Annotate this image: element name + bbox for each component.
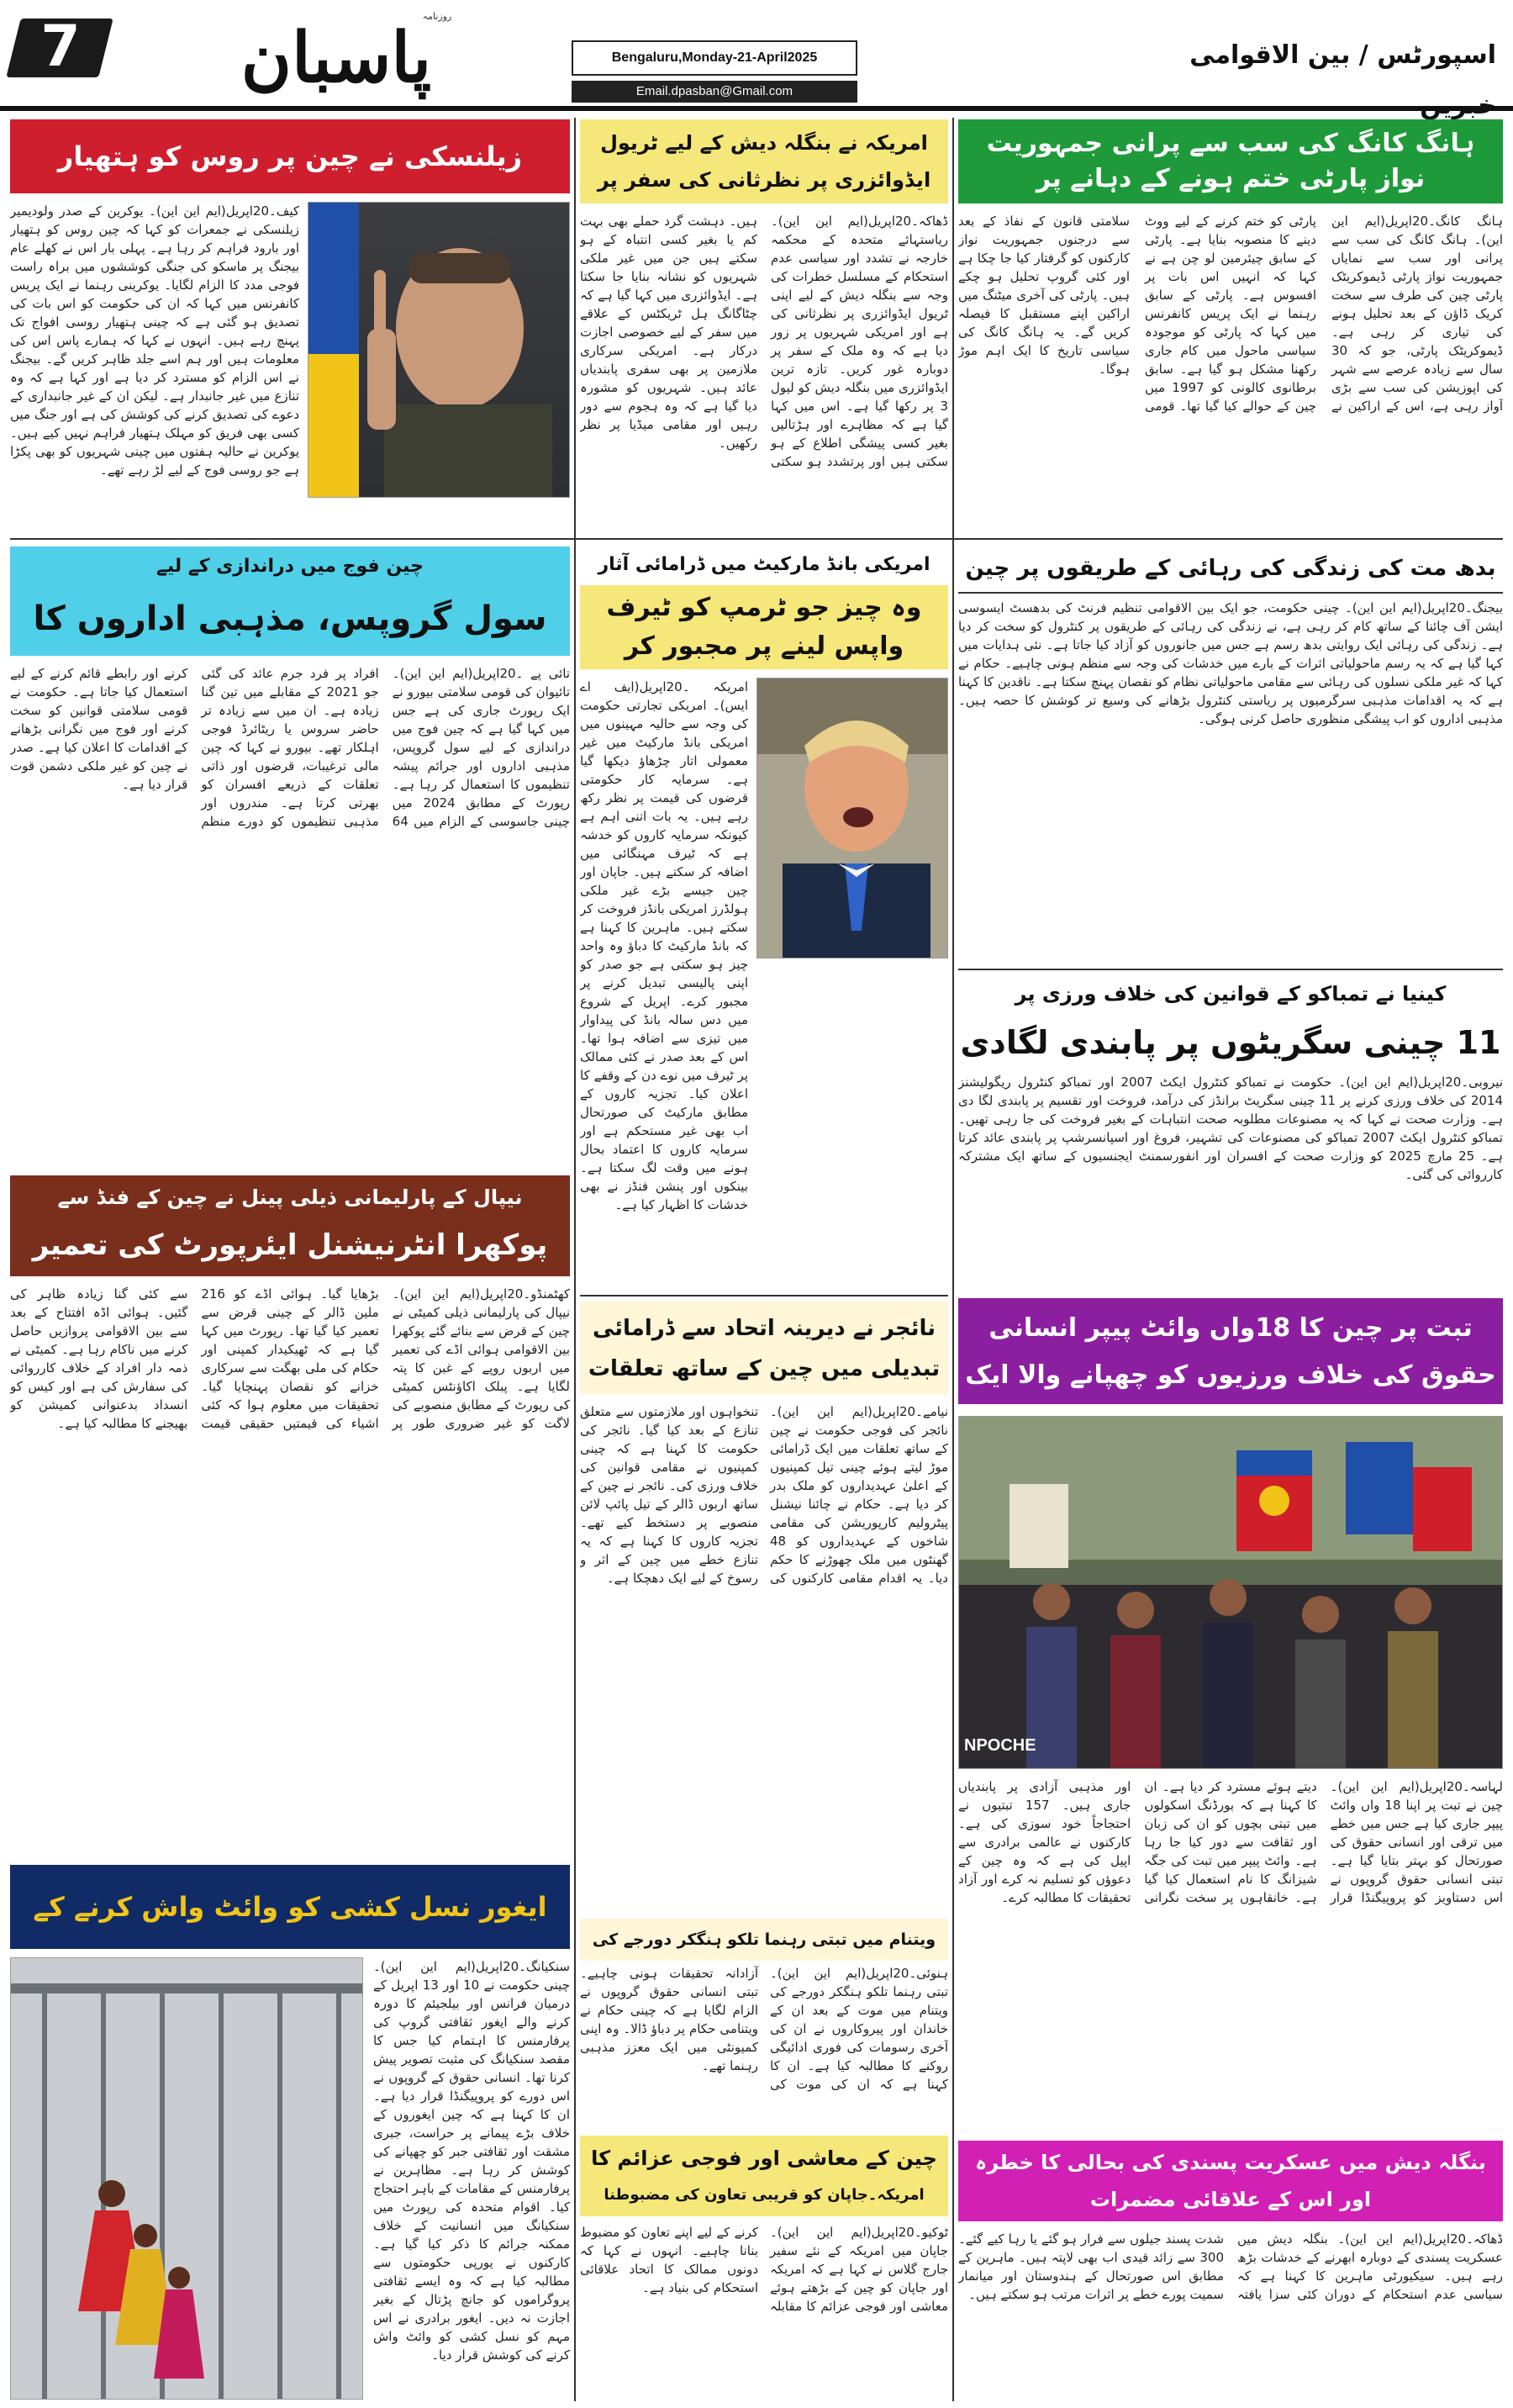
china-army-kicker: چین فوج میں دراندازی کے لیے <box>156 556 424 577</box>
china-army-headline: سول گروپس، مذہبی اداروں کا <box>33 599 547 638</box>
japan-kicker: امریکہ۔جاپان کو قریبی تعاون کی مضبوطنا <box>604 2186 925 2204</box>
kenya-top-rule <box>958 969 1503 970</box>
bond-market-body: امریکہ ۔20اپریل(ایف اے ایس)۔ امریکی تجارتی حکومت کی وجہ سے حالیہ مہینوں میں امریکی بانڈ مارکیٹ میں غیر معمولی اتار چڑھاؤ دیکھا گیا ہے۔ سرمایہ کار حکومتی قرضوں کی قیمت پر نظر رکھ رہے ہیں۔ یہ بات اتنی اہم ہے کیونکہ سرمایہ کاروں کو خدشہ ہے کہ ٹیرف مہنگائی میں اضافہ کر سکتے ہیں۔ جاپان اور چین جیسے بڑے غیر ملکی ہولڈرز امریکی بانڈز فروخت کر سکتے ہیں۔ ماہرین کا کہنا ہے کہ بانڈ مارکیٹ کا دباؤ وہ واحد چیز ہو سکتی ہے جو صدر کو اپنی پالیسی تبدیل کرنے پر مجبور کرے۔ اپریل کے شروع میں دس سالہ بانڈ کی پیداوار میں تیزی سے اضافہ ہوا تھا۔ اس کے بعد صدر نے کئی ممالک پر ٹیرف میں نوے دن کے وقفے کا اعلان کیا۔ تجزیہ کاروں کے مطابق مارکیٹ کی صورتحال اب بھی غیر مستحکم ہے اور سرمایہ کاروں کا اعتماد بحال ہونے میں وقت لگ سکتا ہے۔ بینکوں اور پنشن فنڈز نے بھی خدشات کا اظہار کیا ہے۔ <box>580 679 748 1212</box>
header-divider <box>0 106 1513 111</box>
tibet-body: لہاسہ۔20اپریل(ایم این این)۔ چین نے تبت پر اپنا 18 واں وائٹ پیپر جاری کیا ہے جس میں خطے میں ترقی اور انسانی حقوق کی صورتحال کو بہتر بتایا گیا ہے۔ تبتی انسانی حقوق گروپوں نے اس دستاویز کو پروپیگنڈا قرار دیتے ہوئے مسترد کر دیا ہے۔ ان کا کہنا ہے کہ بورڈنگ اسکولوں میں تبتی بچوں کو ان کی زبان اور ثقافت سے دور کیا جا رہا ہے۔ وائٹ پیپر میں تبت کی جگہ شیزانگ کا نام استعمال کیا گیا ہے۔ خانقاہوں پر سخت نگرانی اور مذہبی آزادی پر پابندیاں جاری ہیں۔ 157 تبتیوں نے احتجاجاً خود سوزی کی ہے۔ کارکنوں نے عالمی برادری سے اپیل کی ہے کہ وہ چین کے دعوؤں کو تسلیم نہ کرے اور آزاد تحقیقات کا مطالبہ کرے۔ <box>958 1779 1503 1905</box>
nepal-body: کھٹمنڈو۔20اپریل(ایم این این)۔ نیپال کی پارلیمانی ذیلی کمیٹی نے چین کے قرض سے بنائے گئے پوکھرا بین الاقوامی ہوائی اڈے کی تعمیر میں اربوں روپے کے غبن کا پتہ لگایا ہے۔ پبلک اکاؤنٹس کمیٹی کی رپورٹ کے مطابق منصوبے کی لاگت کو غیر ضروری طور پر بڑھایا گیا۔ ہوائی اڈے کو 216 ملین ڈالر کے چینی قرض سے تعمیر کیا گیا تھا۔ رپورٹ میں کہا گیا ہے کہ ٹھیکیدار کمپنی اور حکام کی ملی بھگت سے سرکاری خزانے کو نقصان پہنچایا گیا۔ تحقیقات میں معلوم ہوا کہ کئی اشیاء کی قیمتیں حقیقی قیمت سے کئی گنا زیادہ ظاہر کی گئیں۔ ہوائی اڈہ افتتاح کے بعد سے بین الاقوامی پروازیں حاصل کرنے میں ناکام رہا ہے۔ کمیٹی نے ذمہ دار افراد کے خلاف کارروائی کی سفارش کی ہے اور کیس کو انسداد بدعنوانی کمیشن کو بھیجنے کا مطالبہ کیا ہے۔ <box>10 1286 570 1431</box>
column-rule-right <box>952 118 954 2401</box>
buddhism-headline: بدھ مت کی زندگی کی رہائی کے طریقوں پر چین <box>965 556 1496 581</box>
nepal-headline: پوکھرا انٹرنیشنل ایئرپورٹ کی تعمیر <box>32 1228 548 1262</box>
zelensky-body: کیف۔20اپریل(ایم این این)۔ یوکرین کے صدر ولودیمیر زیلنسکی نے جمعرات کو کہا کہ چین روس کو ہتھیار اور بارود فراہم کر رہا ہے۔ پہلی بار اس نے کھلے عام بیجنگ پر ماسکو کی جنگی کوششوں میں براہ راست فوجی مدد کا الزام لگایا۔ یوکرینی رہنما نے ایک پریس کانفرنس میں کہا کہ ان کی حکومت کو اس بات کی تصدیق ہو گئی ہے کہ چینی ہتھیار روسی افواج تک پہنچ رہے ہیں۔ انہوں نے کہا کہ ہمارے پاس اس کی معلومات ہیں اور ہم اسے جلد ظاہر کریں گے۔ بیجنگ نے اس الزام کو مسترد کر دیا ہے اور کہا ہے کہ وہ تنازع میں غیر جانبدار ہے۔ لیکن ان کے غیر جانبداری کے دعوے کی تصدیق کرنے کی کوشش کی ہے اور جنگ میں کسی بھی فریق کو مہلک ہتھیار فراہم نہیں کیے ہیں۔ یوکرین نے حالیہ ہفتوں میں چینی شہریوں کو بھی پکڑا ہے جو روسی فوج کے لیے لڑ رہے تھے۔ <box>10 203 299 478</box>
page-header <box>0 0 1513 105</box>
tibet-photo-art <box>959 1417 1503 1769</box>
nepal-kicker: نیپال کے پارلیمانی ذیلی پینل نے چین کے فنڈ سے <box>57 1186 523 1209</box>
bond-market-headline: وہ چیز جو ٹرمپ کو ٹیرف واپس لینے پر مجبور کر <box>606 593 922 661</box>
trump-photo <box>756 678 948 958</box>
hongkong-body: ہانگ کانگ۔20اپریل(ایم این این)۔ ہانگ کانگ کی سب سے پرانی اور سب سے نمایاں جمہوریت نواز پارٹی ڈیموکریٹک پارٹی چین کی طرف سے سخت کریک ڈاؤن کے بعد تحلیل ہونے کی تیاری کر رہی ہے۔ ڈیموکریٹک پارٹی، جو کہ 30 سال سے زیادہ عرصے سے شہر کی اپوزیشن کی سب سے بڑی آواز رہی ہے، اس کے اراکین نے پارٹی کو ختم کرنے کے لیے ووٹ دینے کا منصوبہ بنایا ہے۔ پارٹی کے سابق چیئرمین لو چن ہے نے کہا کہ انہیں اس بات پر افسوس ہے۔ پارٹی کے سابق رہنما نے ایک پریس کانفرنس میں کہا کہ پارٹی کو موجودہ سیاسی ماحول میں کام جاری رکھنا مشکل ہو گیا ہے۔ سابق برطانوی کالونی کو 1997 میں چین کے حوالے کیا گیا تھا۔ قومی سلامتی قانون کے نفاذ کے بعد سے درجنوں جمہوریت نواز کارکنوں کو گرفتار کیا جا چکا ہے اور کئی گروپ تحلیل ہو چکے ہیں۔ پارٹی کی آخری میٹنگ میں اراکین اپنے مستقبل کا فیصلہ کریں گے۔ یہ ہانگ کانگ کی سیاسی تاریخ کا ایک اہم موڑ ہوگا۔ <box>958 214 1503 414</box>
uyghur-photo-art <box>11 1958 363 2400</box>
tibet-headline: تبت پر چین کا 18واں وائٹ پیپر انسانی حقوق کی خلاف ورزیوں کو چھپانے والا ایک <box>965 1313 1496 1390</box>
tibet-photo <box>958 1416 1503 1769</box>
kenya-kicker: کینیا نے تمباکو کے قوانین کی خلاف ورزی پر <box>1015 982 1447 1006</box>
page-number: 7 <box>40 13 81 80</box>
email[interactable]: Email.dpasban@Gmail.com <box>635 84 793 98</box>
dateline: Bengaluru,Monday-21-April2025 <box>611 50 818 65</box>
vietnam-body: ہنوئی۔20اپریل(ایم این این)۔ تبتی رہنما تلکو ہنگکر دورجے کی ویتنام میں موت کے بعد ان کے خاندان اور پیروکاروں نے ان کی آخری رسومات کی فوری ادائیگی روکنے کا مطالبہ کیا ہے۔ ان کا کہنا ہے کہ ان کی موت کی آزادانہ تحقیقات ہونی چاہیے۔ تبتی انسانی حقوق گروپوں نے الزام لگایا ہے کہ چینی حکام نے ویتنامی حکام پر دباؤ ڈالا۔ وہ اپنی کمیونٹی میں ایک معزز مذہبی رہنما تھے۔ <box>580 1966 948 2092</box>
trump-photo-art <box>757 679 948 958</box>
uyghur-photo <box>10 1957 363 2400</box>
bangladesh-military-headline: بنگلہ دیش میں عسکریت پسندی کی بحالی کا خطرہ اور اس کے علاقائی مضمرات <box>975 2151 1486 2211</box>
zelensky-headline: زیلنسکی نے چین پر روس کو ہتھیار <box>57 140 523 172</box>
zelensky-photo-art <box>308 203 570 498</box>
kenya-body: نیروبی۔20اپریل(ایم این این)۔ حکومت نے تمباکو کنٹرول ایکٹ 2007 اور تمباکو کنٹرول ریگولیشنز 2014 کی خلاف ورزی کرنے پر 11 چینی سگریٹ برانڈز کی درآمد، فروخت اور تقسیم پر پابندی لگا دی ہے۔ وزارت صحت نے کہا کہ یہ مصنوعات مطلوبہ صحت انتباہات کے بغیر فروخت کی جا رہی تھیں۔ تمباکو کنٹرول ایکٹ 2007 تمباکو کی مصنوعات کی تشہیر، فروغ اور اسپانسرشپ پر پابندی عائد کرتا ہے۔ 25 مارچ 2025 کو وزارت صحت کے افسران اور انفورسمنٹ ایجنسیوں کے ساتھ ایک مشترکہ کارروائی کی گئی۔ <box>958 1075 1503 1182</box>
uyghur-body: سنکیانگ۔20اپریل(ایم این این)۔ چینی حکومت نے 10 اور 13 اپریل کے درمیان فرانس اور بیلجیئم کا دورہ کرنے والے ایغور ثقافتی گروپ کی پرفارمنس کا اہتمام کیا جس کا مقصد سنکیانگ کی مثبت تصویر پیش کرنا تھا۔ انسانی حقوق کے گروپوں نے اس دورے کو پروپیگنڈا قرار دیا ہے۔ ان کا کہنا ہے کہ چین ایغوروں کے خلاف بڑے پیمانے پر حراست، جبری مشقت اور ثقافتی جبر کو چھپانے کی کوشش کر رہا ہے۔ مظاہرین نے پرفارمنس کے مقامات کے باہر احتجاج کیا۔ اقوام متحدہ کی رپورٹ میں سنکیانگ میں انسانیت کے خلاف ممکنہ جرائم کا ذکر کیا گیا ہے۔ کارکنوں نے یورپی حکومتوں سے مطالبہ کیا ہے کہ وہ ایسے ثقافتی پروگراموں کو جانچ پڑتال کے بغیر اجازت نہ دیں۔ ایغور برادری نے اس مہم کو نسل کشی کو وائٹ واش کرنے کی کوشش قرار دیا۔ <box>373 1959 570 2363</box>
masthead-tagline: روزنامہ <box>422 11 452 22</box>
japan-body: ٹوکیو۔20اپریل(ایم این این)۔ جاپان میں امریکہ کے نئے سفیر جارج گلاس نے کہا ہے کہ امریکہ اور جاپان کو چین کے بڑھتے ہوئے معاشی اور فوجی عزائم کا مقابلہ کرنے کے لیے اپنے تعاون کو مضبوط بنانا چاہیے۔ انہوں نے کہا کہ دونوں ممالک کا اتحاد علاقائی استحکام کی بنیاد ہے۔ <box>580 2225 948 2314</box>
kenya-headline: 11 چینی سگریٹوں پر پابندی لگادی <box>960 1024 1501 1061</box>
masthead-title: پاسبان <box>240 18 432 98</box>
bangladesh-military-body: ڈھاکہ۔20اپریل(ایم این این)۔ بنگلہ دیش میں عسکریت پسندی کے دوبارہ ابھرنے کے خدشات بڑھ رہے ہیں۔ سیکیورٹی ماہرین کا کہنا ہے کہ سیاسی عدم استحکام کے دوران کئی سزا یافتہ شدت پسند جیلوں سے فرار ہو گئے یا رہا کیے گئے۔ 300 سے زائد قیدی اب بھی لاپتہ ہیں۔ ماہرین کے مطابق اس صورتحال کے ہندوستان اور میانمار سمیت پورے خطے پر اثرات مرتب ہو سکتے ہیں۔ <box>958 2231 1503 2302</box>
bangladesh-travel-headline: امریکہ نے بنگلہ دیش کے لیے ٹریول ایڈوائزری پر نظرثانی کی سفر پر <box>597 131 931 192</box>
bangladesh-travel-body: ڈھاکہ۔20اپریل(ایم این این)۔ ریاستہائے متحدہ کے محکمہ خارجہ نے تشدد اور سیاسی عدم استحکام کے مسلسل خطرات کی وجہ سے بنگلہ دیش کے لیے اپنی ٹریول ایڈوائزری پر نظرثانی کی ہے اور امریکی شہریوں پر زور دیا ہے کہ وہ ملک کے سفر پر دوبارہ غور کریں۔ تازہ ترین ایڈوائزری میں بنگلہ دیش کو لیول 3 پر رکھا گیا ہے۔ اس میں کہا گیا ہے کہ مظاہرے اور ہڑتالیں بغیر کسی پیشگی اطلاع کے ہو سکتی ہیں اور پرتشدد ہو سکتی ہیں۔ دہشت گرد حملے بھی بہت کم یا بغیر کسی انتباہ کے ہو سکتے ہیں جن میں غیر ملکی شہریوں کو نشانہ بنایا جا سکتا ہے۔ ایڈوائزری میں کہا گیا ہے کہ چٹاگانگ ہل ٹریکٹس کے علاقے میں سفر کے لیے خصوصی اجازت درکار ہے۔ امریکی سرکاری ملازمین پر بھی سفری پابندیاں عائد ہیں۔ شہریوں کو مشورہ دیا گیا ہے کہ وہ ہجوم سے دور رہیں اور مقامی میڈیا پر نظر رکھیں۔ <box>580 214 948 469</box>
bond-market-kicker: امریکی بانڈ مارکیٹ میں ڈرامائی آثار <box>598 554 930 575</box>
buddhism-body: بیجنگ۔20اپریل(ایم این این)۔ چینی حکومت، جو ایک بین الاقوامی تنظیم فرنٹ کی بدھسٹ ایسوسی ایشن آف چائنا کے ساتھ کام کر رہی ہے، نے زندگی کی رہائی کے طریقوں پر کنٹرول کو سخت کر دیا ہے۔ زندگی کی رہائی ایک روایتی بدھ رسم ہے جس میں جانوروں کو آزاد کیا جاتا ہے۔ نئی ہدایات میں کہا گیا ہے کہ یہ رسم ماحولیاتی اثرات کے بارے میں خدشات کی وجہ سے منظم ہونی چاہیے۔ حکام نے کہا کہ غیر ملکی نسلوں کی رہائی سے مقامی ماحولیاتی نظام کو نقصان پہنچ سکتا ہے۔ ناقدین کا کہنا ہے کہ یہ اقدامات مذہبی سرگرمیوں پر ریاستی کنٹرول بڑھانے کی وسیع تر کوشش کا حصہ ہیں۔ مذہبی اداروں کو اب پیشگی منظوری حاصل کرنی ہوگی۔ <box>958 600 1503 726</box>
nigeria-body: نیامے۔20اپریل(ایم این این)۔ نائجر کی فوجی حکومت نے چین کے ساتھ تعلقات میں ایک ڈرامائی موڑ لیتے ہوئے چینی تیل کمپنیوں کے اعلیٰ عہدیداروں کو ملک بدر کر دیا ہے۔ حکام نے چائنا نیشنل پیٹرولیم کارپوریشن کی مقامی شاخوں کے عہدیداروں کو 48 گھنٹوں میں ملک چھوڑنے کا حکم دیا۔ یہ اقدام مقامی کارکنوں کی تنخواہوں اور ملازمتوں سے متعلق تنازع کے بعد کیا گیا۔ نائجر کی حکومت کا کہنا ہے کہ چینی کمپنیوں نے مقامی قوانین کی خلاف ورزی کی۔ نائجر نے چین کے ساتھ اربوں ڈالر کے تیل پائپ لائن منصوبے پر دستخط کیے تھے۔ تجزیہ کاروں کا کہنا ہے کہ یہ تنازع خطے میں چین کے اثر و رسوخ کے لیے ایک دھچکا ہے۔ <box>580 1404 948 1586</box>
tibet-photo-caption: NPOCHE <box>964 1736 1036 1755</box>
buddhism-rule <box>958 592 1503 594</box>
vietnam-headline: ویتنام میں تبتی رہنما تلکو ہنگکر دورجے کی <box>592 1930 936 1949</box>
uyghur-headline: ایغور نسل کشی کو وائٹ واش کرنے کے <box>33 1891 547 1923</box>
japan-headline: چین کے معاشی اور فوجی عزائم کا <box>591 2147 937 2170</box>
hongkong-headline: ہانگ کانگ کی سب سے پرانی جمہوریت نواز پارٹی ختم ہونے کے دہانے پر <box>986 129 1475 193</box>
masthead <box>151 5 521 98</box>
nigeria-headline: نائجر نے دیرینہ اتحاد سے ڈرامائی تبدیلی میں چین کے ساتھ تعلقات <box>588 1316 941 1381</box>
top-row-divider <box>10 538 1503 540</box>
china-army-body: تائی پے ۔20اپریل(ایم این این)۔ تائیوان کی قومی سلامتی بیورو نے ایک رپورٹ جاری کی ہے جس میں کہا گیا ہے کہ چین فوج میں دراندازی کے لیے سول گروپس، مذہبی اداروں اور جرائم پیشہ تنظیموں کا استعمال کر رہا ہے۔ رپورٹ کے مطابق 2024 میں چینی جاسوسی کے الزام میں 64 افراد پر فرد جرم عائد کی گئی جو 2021 کے مقابلے میں تین گنا زیادہ ہے۔ ان میں سے زیادہ تر حاضر سروس یا ریٹائرڈ فوجی اہلکار تھے۔ بیورو نے کہا کہ چین مالی ترغیبات، قرضوں اور ذاتی تعلقات کے ذریعے افسران کو بھرتی کرتا ہے۔ مندروں اور مذہبی تنظیموں کو دورے منظم کرنے اور رابطے قائم کرنے کے لیے استعمال کیا جاتا ہے۔ حکومت نے قومی سلامتی قوانین کو سخت کرنے اور فوج میں نگرانی بڑھانے کے اقدامات کا اعلان کیا ہے۔ صدر نے چین کو غیر ملکی دشمن قوت قرار دیا ہے۔ <box>10 666 570 829</box>
mid-divider-center <box>580 1295 948 1296</box>
section-label: اسپورٹس / بین الاقوامی <box>1189 40 1496 70</box>
zelensky-photo <box>308 202 570 498</box>
column-rule-left <box>574 118 576 2401</box>
